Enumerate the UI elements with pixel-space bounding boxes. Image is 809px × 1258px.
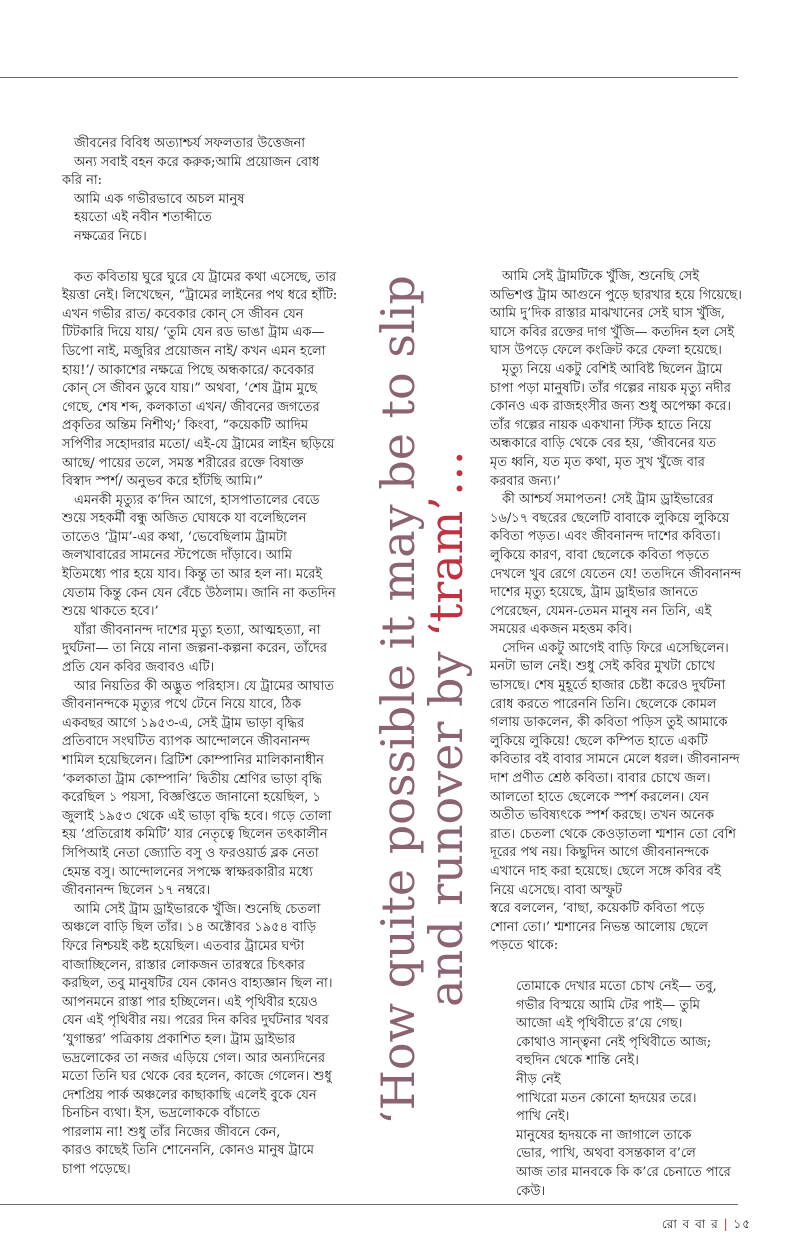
pull-quote-line-1: ‘How quite possible it may be to slip [371,275,425,1125]
magazine-name: রো ব বা র [661,1217,719,1231]
left-text-line: প্রকৃতির অন্তিম নিশীথ;’ কিংবা, “কয়েকটি আদিম [62,418,309,434]
right-text-line: ভাসছে। শেষ মুহূর্তে হাজার চেষ্টা করেও দুর্ঘটনা [490,678,726,694]
right-text-line: কোনও এক রাজহংসীর জন্য শুধু অপেক্ষা করে। [490,399,732,415]
left-text-line: প্রতিবাদে সংঘটিত ব্যাপক আন্দোলনে জীবনানন্দ [62,734,310,750]
left-text-line: হয় ‘প্রতিরোধ কমিটি’ যার নেতৃত্বে ছিলেন তৎকালীন [62,827,328,843]
left-text-line: ইয়ত্তা নেই। লিখেছেন, “ট্রামের লাইনের পথ ধরে হাঁটি: [62,288,338,304]
left-text-line: নক্ষত্রের নিচে। [74,228,147,244]
left-text-line: জীবনানন্দ ছিলেন ১৭ নম্বরে। [62,883,211,899]
left-text-line: পারলাম না! শুধু তাঁর নিজের জীবনে কেন, [62,1124,281,1140]
right-text-line: ঘাস উপড়ে ফেলে কংক্রিট করে ফেলা হয়েছে। [490,343,722,359]
right-text-line: করবার জন্য।’ [490,473,561,489]
right-text-line: মৃত্যু নিয়ে একটু বেশিই আবিষ্ট ছিলেন ট্রামে [502,361,723,377]
left-text-line: আপনমনে রাস্তা পার হচ্ছিলেন। এই পৃথিবীর হয়েও [62,994,318,1010]
left-text-line: আছে/ পায়ের তলে, সমস্ত শরীরের রক্তে বিষাক্ত [62,455,304,471]
left-text-line: অঞ্চলে বাড়ি ছিল তাঁর। ১৪ অক্টোবর ১৯৫৪ বাড়ি [62,920,317,936]
right-text-line: ভোর, পাখি, অথবা বসন্তকাল ব’লে [516,1146,696,1162]
right-text-line: আজ তার মানবকে কি ক’রে চেনাতে পারে কেউ। [516,1164,731,1199]
left-text-line: প্রতি যেন কবির জবাবও এটি। [62,660,215,676]
right-text-line: কবিতা পড়ত। এবং জীবনানন্দ দাশের কবিতা। [490,529,721,545]
pull-quote-accent: ‘tram’ [419,496,473,637]
right-text-line: মানুষের হৃদয়কে না জাগালে তাকে [516,1127,692,1143]
left-text-line: তাতেও ‘ট্রাম’-এর কথা, ‘ভেবেছিলাম ট্রামটা [62,529,287,545]
left-text-line: হয়তো এই নবীন শতাব্দীতে [74,210,212,226]
page-number: ১৫ [733,1217,751,1231]
right-text-line: তাঁর গল্পের নায়ক একখানা স্টিক হাতে নিয়ে [490,417,712,433]
left-text-line: শুয়ে সহকর্মী বন্ধু অজিত ঘোষকে যা বলেছিলেন [62,511,307,527]
left-text-line: করি না: [62,173,103,189]
right-text-line: সময়ের একজন মহত্তম কবি। [490,622,632,638]
right-text-line: কী আশ্চর্য সমাপতন! সেই ট্রাম ড্রাইভারের [502,492,714,508]
left-text-line: শুয়ে থাকতে হবে।’ [62,604,159,620]
left-text-line [62,247,352,269]
right-text-line: রাত। চেতলা থেকে কেওড়াতলা শ্মশান তো বেশি [490,826,736,842]
left-text-line: ফিরে নিশ্চয়ই কষ্ট হয়েছিল। এতবার ট্রামের ঘণ্টা [62,938,305,954]
right-text-line: পড়তে থাকে: [490,938,559,954]
left-text-line: ইতিমধ্যে পার হয়ে যাব। কিন্তু তা আর হল না। মরেই [62,567,323,583]
left-text-line: বাজাচ্ছিলেন, রাস্তার লোকজন তারস্বরে চিৎকার [62,957,305,973]
left-text-line: টিটকারি দিয়ে যায়/ ‘তুমি যেন রড ভাঙা ট্রাম এক— [62,325,325,341]
left-column [62,135,352,1180]
right-text-line: পেরেছেন, যেমন-তেমন মানুষ নন তিনি, এই [490,603,712,619]
right-text-line: অন্ধকারে বাড়ি থেকে বের হয়, ‘জীবনের যত [490,436,716,452]
left-text-line: বিস্বাদ স্পর্শ/ অনুভব করে হাঁটছি আমি।” [62,474,264,490]
left-text-line: যেতাম কিন্তু কেন যেন বেঁচে উঠলাম। জানি না কতদিন [62,585,336,601]
left-text-line: এমনকী মৃত্যুর ক’দিন আগে, হাসপাতালের বেডে [74,492,320,508]
right-text-line: ১৬/১৭ বছরের ছেলেটি বাবাকে লুকিয়ে লুকিয়ে [490,510,730,526]
right-text-line: অতীত ভবিষ্যৎকে স্পর্শ করছে। তখন অনেক [490,808,714,824]
left-text-line: ‘কলকাতা ট্রাম কোম্পানি’ দ্বিতীয় শ্রেণির ভাড়া বৃদ্ধি [62,771,322,787]
right-text-line: এখানে দাহ করা হয়েছে। ছেলে সঙ্গে কবির বই [490,864,721,879]
bottom-rule [0,1204,738,1205]
left-text-line: হায়!’/ আকাশের নক্ষত্রে পিছে অন্ধকারে/ কবেকার [62,362,315,378]
right-text-line: কোথাও সান্ত্বনা নেই পৃথিবীতে আজ; [516,1034,712,1050]
page-footer [662,1216,751,1236]
right-text-line: শোনা তো।’ শ্মশানের নিভন্ত আলোয় ছেলে [490,919,708,935]
pull-quote [371,275,473,1125]
left-text-line: আমি এক গভীরভাবে অচল মানুষ [74,191,245,207]
right-text-line: আলতো হাতে ছেলেকে স্পর্শ করলেন। যেন [490,789,709,805]
right-text-line: দাশ প্রণীত শ্রেষ্ঠ কবিতা। বাবার চোখে জল। [490,771,711,787]
left-text-line: কারও কাছেই তিনি শোনেননি, কোনও মানুষ ট্রামে [62,1143,314,1159]
left-text-line: ডিপো নাই, মজুরির প্রয়োজন নাই/ কখন এমন হলো [62,343,326,359]
right-text-line: সেদিন একটু আগেই বাড়ি ফিরে এসেছিলেন। [502,640,729,656]
pull-quote-line-2-text: and runover by [419,636,473,1007]
pull-quote-line-2 [419,275,473,1125]
left-text-line: চাপা পড়েছে। [62,1162,131,1178]
left-text-line: ‘যুগান্তর’ পত্রিকায় প্রকাশিত হল। ট্রাম ড্রাইভার [62,1031,296,1047]
left-text-line: দেশপ্রিয় পার্ক অঞ্চলের কাছাকাছি এলেই বুকে যেন [62,1087,317,1103]
left-text-line: হেমন্ত বসু। আন্দোলনের সপক্ষে স্বাক্ষরকারীর মধ্যে [62,864,313,880]
right-text-line: লুকিয়ে লুকিয়ে! ছেলে কম্পিত হাতে একটি [490,733,708,749]
right-text-line: মনটা ভাল নেই। শুধু সেই কবির মুখটা চোখে [490,659,716,675]
right-text-line: গলায় ডাকলেন, কী কবিতা পড়িস তুই আমাকে [490,715,728,731]
right-text-line: পাখিরো মতন কোনো হৃদয়ের তরে। [516,1090,697,1106]
top-rule [0,77,738,78]
right-text-line: আজো এই পৃথিবীতে র’য়ে গেছ। [516,1016,683,1032]
right-text-line: আমি সেই ট্রামটিকে খুঁজি, শুনেছি সেই [502,269,700,284]
right-text-line: স্বরে বললেন, ‘বাছা, কয়েকটি কবিতা পড়ে [490,901,705,917]
left-text-line: যাঁরা জীবনানন্দ দাশের মৃত্যু হত্যা, আত্মহত্যা, না [74,622,321,638]
left-text-line: সর্পিণীর সহোদরার মতো/ এই-যে ট্রামের লাইন ছড়িয়ে [62,436,335,452]
left-text-line: জলখাবারের সামনের স্টপেজে দাঁড়াবে। আমি [62,548,292,564]
right-text-line: দাশের মৃত্যু হয়েছে, ট্রাম ড্রাইভার জানতে [490,585,699,601]
left-text-line: কত কবিতায় ঘুরে ঘুরে যে ট্রামের কথা এসেছে, তার [74,269,337,285]
left-text-line: একবছর আগে ১৯৫৩-এ, সেই ট্রাম ভাড়া বৃদ্ধির [62,715,305,731]
left-text-line: চিনচিন ব্যথা। ইস, ভদ্রলোককে বাঁচাতে [62,1106,261,1122]
right-column [490,268,758,1201]
right-text-line: অভিশপ্ত ট্রাম আগুনে পুড়ে ছারখার হয়ে গিয়েছে। [490,287,742,303]
right-text-line: লুকিয়ে কারণ, বাবা ছেলেকে কবিতা পড়তে [490,547,710,563]
left-text-line: দুর্ঘটনা— তা নিয়ে নানা জল্পনা-কল্পনা করেন, তাঁদের [62,641,328,657]
footer-separator: | [723,1217,734,1231]
left-text-line: সিপিআই নেতা জ্যোতি বসু ও ফরওয়ার্ড ব্লক নেতা [62,845,319,861]
right-text-line: দেখলে খুব রেগে যেতেন যে! ততদিনে জীবনানন্দ [490,566,742,582]
left-text-line: শামিল হয়েছিলেন। ব্রিটিশ কোম্পানির মালিকানাধীন [62,753,324,768]
right-text-line: রোধ করতে পারেননি তিনি। ছেলেকে কোমল [490,696,717,712]
right-text-line: বহুদিন থেকে শান্তি নেই। [516,1053,639,1069]
left-text-line: জীবনানন্দকে মৃত্যুর পথে টেনে নিয়ে যাবে, ঠিক [62,697,302,713]
right-text-line: দূরের পথ নয়। কিছুদিন আগে জীবনানন্দকে [490,845,709,861]
right-text-line: তোমাকে দেখার মতো চোখ নেই— তবু, [516,978,717,994]
left-text-line: গেছে, শেষ শব্দ, কলকাতা এখন/ জীবনের জগতের [62,399,320,415]
right-text-line: আমি দু’দিক রাস্তার মাঝখানের সেই ঘাস খুঁজি, [490,306,725,322]
left-text-line: জুলাই ১৯৫৩ থেকে এই ভাড়া বৃদ্ধি হবে। গড়ে তোলা [62,808,332,824]
left-text-line: এখন গভীর রাত/ কবেকার কোন্ সে জীবন যেন [62,306,304,322]
left-text-line: অন্য সবাই বহন করে করুক;আমি প্রয়োজন বোধ [74,154,320,170]
pull-quote-ellipsis: … [419,450,473,497]
right-text-line [490,956,758,978]
left-text-line: করেছিল ১ পয়সা, বিজ্ঞপ্তিতে জানানো হয়েছিল, ১ [62,790,321,806]
right-text-line: মৃত ধ্বনি, যত মৃত কথা, মৃত সুখ খুঁজে বার [490,454,705,470]
right-text-line: কবিতার বই বাবার সামনে মেলে ধরল। জীবনানন্দ [490,752,740,768]
right-text-line: পাখি নেই। [516,1109,570,1125]
left-text-line: যেন এই পৃথিবীর নয়। পরের দিন কবির দুর্ঘটনার খবর [62,1013,329,1029]
left-text-line: ভদ্রলোকের তা নজর এড়িয়ে গেল। আর অন্যদিনের [62,1050,326,1066]
right-text-line: ঘাসে কবির রক্তের দাগ খুঁজি— কতদিন হল সেই [490,324,735,340]
left-text-line: আমি সেই ট্রাম ড্রাইভারকে খুঁজি। শুনেছি চেতলা [74,901,321,917]
right-text-line: গভীর বিস্ময়ে আমি টের পাই— তুমি [516,997,701,1013]
left-text-line: কোন্ সে জীবন ডুবে যায়।” অথবা, ‘শেষ ট্রাম মুছে [62,381,318,397]
left-text-line: মতো তিনি ঘর থেকে বের হলেন, কাজে গেলেন। শুধু [62,1069,332,1085]
left-text-line: জীবনের বিবিধ অত্যাশ্চর্য সফলতার উত্তেজনা [74,136,306,151]
right-text-line: নীড় নেই [516,1071,561,1087]
right-text-line: চাপা পড়া মানুষটি। তাঁর গল্পের নায়ক মৃত্যু নদীর [490,380,731,396]
left-text-line: করছিল, তবু মানুষটির যেন কোনও বাহ্যজ্ঞান ছিল না। [62,976,333,992]
left-text-line: আর নিয়তির কী অদ্ভুত পরিহাস। যে ট্রামের আঘাত [74,678,335,694]
right-text-line: নিয়ে এসেছে। বাবা অস্ফুট [490,882,623,898]
